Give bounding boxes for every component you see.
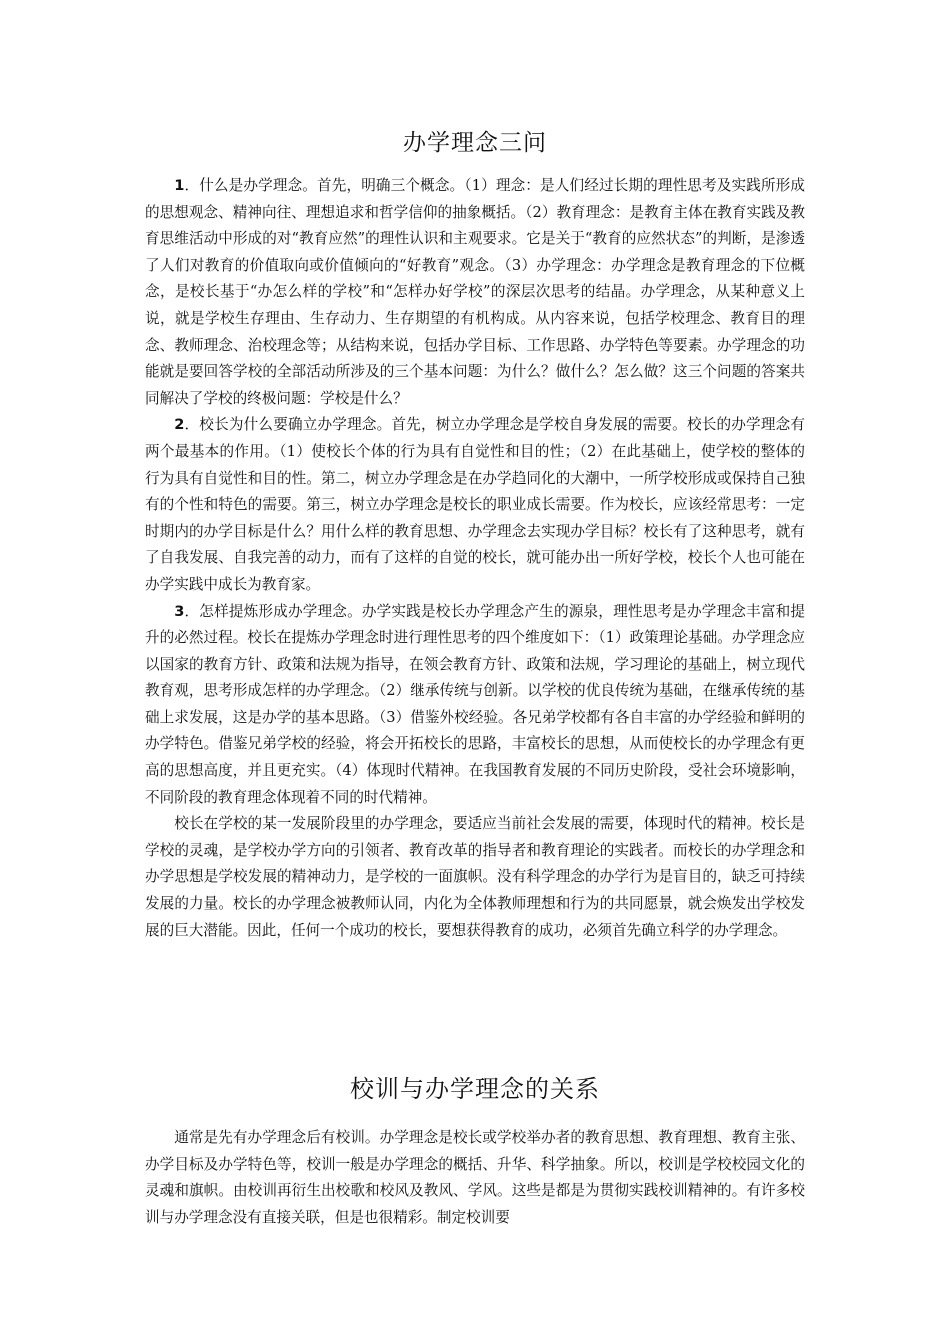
paragraph-5 — [145, 1125, 805, 1231]
paragraph-4 — [145, 811, 805, 944]
paragraph-text: ．校长为什么要确立办学理念。首先，树立办学理念是学校自身发展的需要。校长的办学理念有两个最基本的作用。（1）使校长个体的行为具有自觉性和目的性；（2）在此基础上，使学校的整体的行为具有自觉性和目的性。第二，树立办学理念是在办学趋同化的大潮中，一所学校形成或保持自己独有的个性和特色的需要。第三，树立办学理念是校长的职业成长需要。作为校长，应该经常思考：一定时期内的办学目标是什么？用什么样的教育思想、办学理念去实现办学目标？校长有了这种思考，就有了自我发展、自我完善的动力，而有了这样的自觉的校长，就可能办出一所好学校，校长个人也可能在办学实践中成长为教育家。 — [145, 416, 805, 593]
paragraph-text: ．怎样提炼形成办学理念。办学实践是校长办学理念产生的源泉，理性思考是办学理念丰富和提升的必然过程。校长在提炼办学理念时进行理性思考的四个维度如下：（1）政策理论基础。办学理念应以国家的教育方针、政策和法规为指导，在领会教育方针、政策和法规，学习理论的基础上，树立现代教育观，思考形成怎样的办学理念。（2）继承传统与创新。以学校的优良传统为基础，在继承传统的基础上求发展，这是办学的基本思路。（3）借鉴外校经验。各兄弟学校都有各自丰富的办学经验和鲜明的办学特色。借鉴兄弟学校的经验，将会开拓校长的思路，丰富校长的思想，从而使校长的办学理念有更高的思想高度，并且更充实。（4）体现时代精神。在我国教育发展的不同历史阶段，受社会环境影响，不同阶段的教育理念体现着不同的时代精神。 — [145, 602, 805, 806]
paragraph-1 — [145, 173, 805, 412]
paragraph-number: 3 — [174, 602, 185, 620]
paragraph-text: 校长在学校的某一发展阶段里的办学理念，要适应当前社会发展的需要，体现时代的精神。校长是学校的灵魂，是学校办学方向的引领者、教育改革的指导者和教育理论的实践者。而校长的办学理念和办学思想是学校发展的精神动力，是学校的一面旗帜。没有科学理念的办学行为是盲目的，缺乏可持续发展的力量。校长的办学理念被教师认同，内化为全体教师理想和行为的共同愿景，就会焕发出学校发展的巨大潜能。因此，任何一个成功的校长，要想获得教育的成功，必须首先确立科学的办学理念。 — [145, 815, 805, 939]
paragraph-text: ．什么是办学理念。首先，明确三个概念。（1）理念：是人们经过长期的理性思考及实践所形成的思想观念、精神向往、理想追求和哲学信仰的抽象概括。（2）教育理念：是教育主体在教育实践及教育思维活动中形成的对“教育应然”的理性认识和主观要求。它是关于“教育的应然状态”的判断，是渗透了人们对教育的价值取向或价值倾向的“好教育”观念。（3）办学理念：办学理念是教育理念的下位概念，是校长基于“办怎么样的学校”和“怎样办好学校”的深层次思考的结晶。办学理念，从某种意义上说，就是学校生存理由、生存动力、生存期望的有机构成。从内容来说，包括学校理念、教育目的理念、教师理念、治校理念等；从结构来说，包括办学目标、工作思路、办学特色等要素。办学理念的功能就是要回答学校的全部活动所涉及的三个基本问题：为什么？做什么？怎么做？这三个问题的答案共同解决了学校的终极问题：学校是什么？ — [145, 177, 805, 407]
paragraph-number: 2 — [174, 416, 185, 434]
paragraph-2 — [145, 412, 805, 598]
paragraph-number: 1 — [174, 177, 185, 194]
paragraph-text: 通常是先有办学理念后有校训。办学理念是校长或学校举办者的教育思想、教育理想、教育主张、办学目标及办学特色等，校训一般是办学理念的概括、升华、科学抽象。所以，校训是学校校园文化的灵魂和旗帜。由校训再衍生出校歌和校风及教风、学风。这些是都是为贯彻实践校训精神的。有许多校训与办学理念没有直接关联，但是也很精彩。制定校训要 — [145, 1129, 805, 1226]
section-title: 校训与办学理念的关系 — [350, 1075, 600, 1103]
paragraph-3 — [145, 599, 805, 812]
document-title: 办学理念三问 — [403, 130, 547, 156]
section-motto-relation — [145, 1125, 805, 1231]
section-three-questions — [145, 173, 805, 944]
